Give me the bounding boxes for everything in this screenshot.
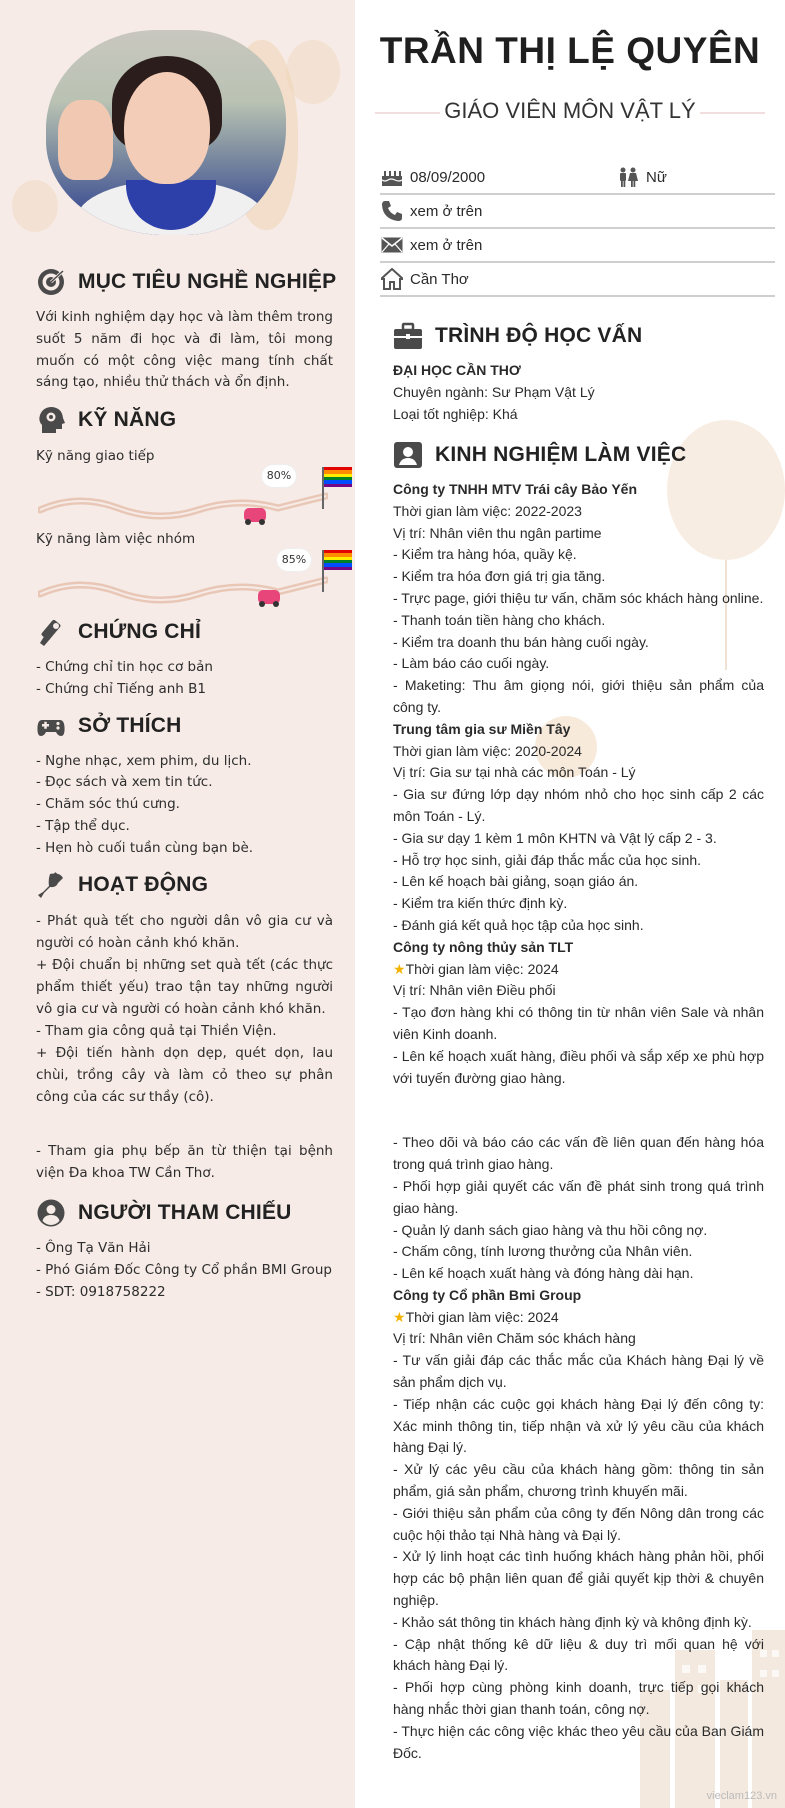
experience-header	[393, 440, 686, 470]
skills-title: KỸ NĂNG	[78, 408, 177, 431]
job-duty: - Quản lý danh sách giao hàng và thu hồi công nợ.	[393, 1221, 708, 1238]
objective-text: Với kinh nghiệm dạy học và làm thêm trong suốt 5 năm đi học và đi làm, tôi mong muốn có một công việc mang tính chất sáng tạo, nhiều thử thách và ổn định.	[36, 309, 333, 391]
job-time: Thời gian làm việc: 2024	[405, 960, 559, 977]
activity-text: - Phát quà tết cho người dân vô gia cư và người có hoàn cảnh khó khăn.	[36, 913, 333, 951]
experience-title: KINH NGHIỆM LÀM VIỆC	[435, 443, 687, 466]
job-time: Thời gian làm việc: 2022-2023	[393, 502, 582, 519]
goal-flag-icon	[322, 550, 352, 592]
candidate-name: TRẦN THỊ LỆ QUYÊN	[379, 30, 761, 71]
job-company: Công ty TNHH MTV Trái cây Bảo Yến	[393, 481, 638, 497]
gender-value: Nữ	[646, 168, 667, 186]
email-value: xem ở trên	[410, 236, 483, 254]
user-circle-icon	[36, 1198, 66, 1228]
target-icon	[36, 267, 66, 297]
skills-header	[36, 405, 176, 435]
star-icon: ★	[393, 960, 406, 977]
job-company: Trung tâm gia sư Miền Tây	[393, 720, 571, 737]
hobby-item: - Chăm sóc thú cưng.	[36, 796, 180, 812]
gamepad-icon	[36, 711, 66, 741]
job-duty: - Làm báo cáo cuối ngày.	[393, 655, 550, 672]
job-duty: - Lên kế hoạch xuất hàng, điều phối và sắp xếp xe phù hợp với tuyến đường giao hàng.	[393, 1047, 764, 1086]
phone-value: xem ở trên	[410, 202, 483, 220]
job-position: Vị trí: Nhân viên Chăm sóc khách hàng	[393, 1330, 636, 1347]
birthday-cake-icon	[380, 165, 404, 189]
hobby-item: - Tập thể dục.	[36, 818, 130, 834]
watermark: vieclam123.vn	[706, 1790, 777, 1802]
star-icon: ★	[393, 1308, 406, 1325]
job-duty: - Tư vấn giải đáp các thắc mắc của Khách hàng Đại lý về sản phẩm dịch vụ.	[393, 1352, 764, 1391]
certificates-title: CHỨNG CHỈ	[78, 620, 202, 643]
activity-text: - Tham gia phụ bếp ăn từ thiện tại bệnh viện Đa khoa TW Cần Thơ.	[36, 1143, 333, 1181]
references-header	[36, 1198, 292, 1228]
activities-title: HOẠT ĐỘNG	[78, 873, 209, 896]
job-time: Thời gian làm việc: 2020-2024	[393, 742, 582, 759]
skill-bar	[38, 572, 328, 612]
skill-label: Kỹ năng làm việc nhóm	[36, 531, 196, 547]
job-duty: - Khảo sát thông tin khách hàng định kỳ và không định kỳ.	[393, 1613, 752, 1630]
job-duty: - Gia sư dạy 1 kèm 1 môn KHTN và Vật lý cấp 2 - 3.	[393, 829, 717, 846]
birthdate-row	[380, 161, 775, 195]
job-time-row	[393, 959, 764, 981]
job-duty: - Tạo đơn hàng khi có thông tin từ nhân viên Sale và nhân viên Kinh doanh.	[393, 1004, 764, 1042]
education-header	[393, 321, 642, 351]
job-duty: - Kiểm tra kiến thức định kỳ.	[393, 895, 568, 912]
job-duty: - Kiểm tra hóa đơn giá trị gia tăng.	[393, 568, 606, 585]
job-duty: - Gia sư đứng lớp dạy nhóm nhỏ cho học sinh cấp 2 các môn Toán - Lý.	[393, 786, 764, 824]
hobby-item: - Nghe nhạc, xem phim, du lịch.	[36, 753, 252, 769]
home-icon	[380, 267, 404, 291]
certificate-item: - Chứng chỉ Tiếng anh B1	[36, 681, 206, 697]
job-company: Công ty Cổ phần Bmi Group	[393, 1286, 582, 1303]
job-duty: - Theo dõi và báo cáo các vấn đề liên quan đến hàng hóa trong quá trình giao hàng.	[393, 1134, 764, 1173]
job-duty: - Giới thiệu sản phẩm của công ty đến Nông dân trong các cuộc hội thảo tại Nhà hàng và Đại lý.	[393, 1504, 764, 1543]
gender-icon	[616, 165, 640, 189]
job-duty: - Chấm công, tính lương thưởng của Nhân viên.	[393, 1243, 693, 1260]
job-position: Vị trí: Nhân viên Điều phối	[393, 982, 556, 999]
job-duty: - Trực page, giới thiệu tư vấn, chăm sóc khách hàng online.	[393, 589, 764, 606]
reference-item: - SDT: 0918758222	[36, 1284, 166, 1300]
job-duty: - Thực hiện các công việc khác theo yêu cầu của Ban Giám Đốc.	[393, 1722, 764, 1761]
activity-text: + Đội tiến hành dọn dẹp, quét dọn, lau chùi, trồng cây và làm cỏ theo sự phân công của các sư thầy (cô).	[36, 1045, 333, 1105]
job-duty: - Phối hợp cùng phòng kinh doanh, trực tiếp gọi khách hàng nhắc thời gian thanh toán, công nợ.	[393, 1679, 764, 1718]
head-gear-icon	[36, 405, 66, 435]
envelope-icon	[380, 233, 404, 257]
skill-percent: 80%	[262, 465, 296, 487]
address-row	[380, 263, 775, 297]
job-duty: - Xử lý các yêu cầu của khách hàng gồm: thông tin sản phẩm, giá sản phẩm, chương trình khuyến mãi.	[393, 1461, 764, 1500]
job-time-row	[393, 1307, 764, 1329]
phone-icon	[380, 199, 404, 223]
job-duty: - Hỗ trợ học sinh, giải đáp thắc mắc của học sinh.	[393, 851, 701, 868]
job-duty: - Xử lý linh hoạt các tình huống khách hàng phản hồi, phối hợp các bộ phận liên quan để giải quyết kịp thời & chuyên nghiệp.	[393, 1548, 764, 1609]
activities-header	[36, 870, 208, 900]
job-position: Vị trí: Nhân viên thu ngân partime	[393, 524, 602, 541]
phone-row	[380, 195, 775, 229]
reference-item: - Ông Tạ Văn Hải	[36, 1240, 151, 1256]
job-duty: - Lên kế hoạch xuất hàng và đóng hàng dài hạn.	[393, 1265, 694, 1282]
job-time: Thời gian làm việc: 2024	[405, 1308, 559, 1325]
job-duty: - Maketing: Thu âm giọng nói, giới thiệu sản phẩm của công ty.	[393, 677, 764, 715]
skill-percent: 85%	[277, 549, 311, 571]
job-title: GIÁO VIÊN MÔN VẬT LÝ	[444, 98, 696, 123]
education-school: ĐẠI HỌC CẦN THƠ	[393, 362, 521, 378]
education-grade: Loại tốt nghiệp: Khá	[393, 405, 518, 422]
birthdate-value: 08/09/2000	[410, 168, 486, 186]
job-duty: - Cập nhật thống kê dữ liệu & duy trì mối quan hệ với khách hàng Đại lý.	[393, 1635, 764, 1674]
certificate-item: - Chứng chỉ tin học cơ bản	[36, 659, 213, 675]
briefcase-icon	[393, 321, 423, 351]
plug-icon	[36, 870, 66, 900]
education-major: Chuyên ngành: Sư Phạm Vật Lý	[393, 383, 595, 400]
skill-bar	[38, 488, 328, 528]
email-row	[380, 229, 775, 263]
reference-item: - Phó Giám Đốc Công ty Cổ phần BMI Group	[36, 1262, 332, 1278]
job-position: Vị trí: Gia sư tại nhà các môn Toán - Lý	[393, 764, 636, 781]
education-title: TRÌNH ĐỘ HỌC VẤN	[435, 324, 643, 347]
certificates-header	[36, 617, 201, 647]
hobbies-title: SỞ THÍCH	[78, 714, 182, 737]
address-value: Cần Thơ	[410, 270, 469, 288]
hobby-item: - Đọc sách và xem tin tức.	[36, 774, 213, 790]
profile-photo	[46, 30, 298, 245]
references-title: NGƯỜI THAM CHIẾU	[78, 1201, 292, 1224]
job-duty: - Tiếp nhận các cuộc gọi khách hàng Đại lý đến công ty: Xác minh thông tin, tiếp nhận và xử lý yêu cầu của khách hàng Đại lý.	[393, 1395, 764, 1456]
experience-list	[393, 479, 764, 1764]
goal-flag-icon	[322, 467, 352, 509]
hobby-item: - Hẹn hò cuối tuần cùng bạn bè.	[36, 840, 254, 856]
job-company: Công ty nông thủy sản TLT	[393, 938, 574, 955]
activity-text: - Tham gia công quả tại Thiền Viện.	[36, 1023, 277, 1039]
job-duty: - Kiểm tra hàng hóa, quầy kệ.	[393, 546, 577, 563]
activity-text: + Đội chuẩn bị những set quà tết (các thực phẩm thiết yếu) trao tận tay những người vô gia cư và người có hoàn cảnh khó khăn.	[36, 957, 333, 1017]
job-duty: - Thanh toán tiền hàng cho khách.	[393, 611, 606, 628]
skill-label: Kỹ năng giao tiếp	[36, 448, 155, 464]
certificate-icon	[36, 617, 66, 647]
job-duty: - Lên kế hoạch bài giảng, soạn giáo án.	[393, 873, 639, 890]
objective-header	[36, 267, 336, 297]
hobbies-header	[36, 711, 182, 741]
objective-title: MỤC TIÊU NGHỀ NGHIỆP	[78, 270, 337, 293]
id-card-icon	[393, 440, 423, 470]
job-duty: - Đánh giá kết quả học tập của học sinh.	[393, 916, 644, 933]
job-duty: - Phối hợp giải quyết các vấn đề phát sinh trong quá trình giao hàng.	[393, 1177, 764, 1216]
job-duty: - Kiểm tra doanh thu bán hàng cuối ngày.	[393, 633, 649, 650]
